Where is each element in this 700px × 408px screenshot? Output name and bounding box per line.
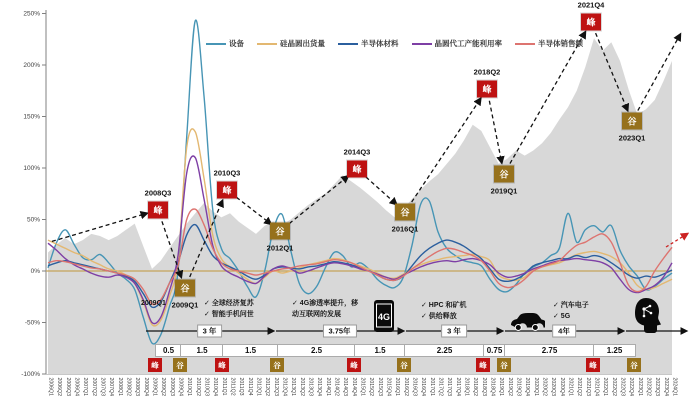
cycle-marker-label-2016Q1: 2016Q1 [391,224,419,234]
x-tick-2018Q3: 2018Q3 [480,377,487,396]
mini-marker-peak-2008Q3: 峰 [148,358,162,372]
car-icon [509,312,545,332]
cycle-marker-peak-2018Q2: 峰 [477,81,497,98]
legend-label-semi-sales: 半导体销售额 [538,39,583,48]
cycle-marker-peak-2010Q3: 峰 [217,182,237,199]
x-tick-2007Q3: 2007Q3 [99,377,106,396]
interval-years-6: 0.75 [483,344,506,357]
x-tick-2023Q1: 2023Q1 [636,377,643,396]
x-tick-2008Q4: 2008Q4 [142,377,149,396]
4g-phone-icon [372,299,396,333]
mini-marker-peak-2014Q3: 峰 [347,358,361,372]
mini-marker-peak-2010Q3: 峰 [215,358,229,372]
x-tick-2010Q1: 2010Q1 [186,377,193,396]
annotation-hpc [421,301,467,322]
cycle-marker-valley-2019Q1: 谷 [494,166,514,183]
y-tick-200%: 200% [23,62,40,70]
annotation-valley-ref: 2009Q1 [141,300,166,307]
annotation-4g-line2: 动互联网的发展 [292,310,341,318]
x-tick-2020Q3: 2020Q3 [550,377,557,396]
x-tick-2019Q4: 2019Q4 [524,377,531,396]
legend-label-materials: 半导体材料 [361,39,399,48]
x-tick-2007Q4: 2007Q4 [108,377,115,396]
x-tick-2008Q2: 2008Q2 [125,377,132,396]
x-tick-2016Q3: 2016Q3 [411,377,418,396]
x-tick-2011Q3: 2011Q3 [238,377,245,396]
interval-years-0: 0.5 [155,344,182,357]
x-tick-2009Q3: 2009Q3 [168,377,175,396]
x-tick-2010Q2: 2010Q2 [194,377,201,396]
legend-item-wafer-shipments [257,38,325,49]
x-tick-2010Q4: 2010Q4 [212,377,219,396]
interval-years-8: 1.25 [593,344,636,357]
cycle-marker-label-2008Q3: 2008Q3 [144,188,172,198]
y-tick--50%: -50% [24,319,40,327]
x-tick-2018Q2: 2018Q2 [472,377,479,396]
mini-marker-peak-2021Q4: 峰 [586,358,600,372]
legend-label-equipment: 设备 [229,39,244,48]
y-tick-150%: 150% [23,113,40,121]
x-tick-2012Q2: 2012Q2 [264,377,271,396]
annotation-hpc-line2: ✓ 供给释放 [421,312,457,320]
cycle-marker-label-2018Q2: 2018Q2 [473,67,501,77]
y-tick--100%: -100% [21,371,40,379]
mini-marker-valley-2019Q1: 谷 [497,358,511,372]
timeline-duration-label-1: 3.75年 [322,325,356,338]
x-tick-2010Q3: 2010Q3 [203,377,210,396]
legend-label-wafer-shipments: 硅晶圆出货量 [280,39,325,48]
legend-item-materials [338,38,399,49]
legend-item-equipment [206,38,244,49]
x-tick-2024Q1: 2024Q1 [671,377,678,396]
annotation-auto-5g-line1: ✓ 汽车电子 [553,302,589,309]
x-tick-2020Q2: 2020Q2 [541,377,548,396]
cycle-marker-label-2010Q3: 2010Q3 [213,168,241,178]
mini-marker-peak-2018Q2: 峰 [476,358,490,372]
annotation-auto-5g [553,301,589,322]
cycle-marker-valley-2009Q1: 谷 [175,280,195,297]
y-tick-100%: 100% [23,165,40,173]
interval-years-3: 2.5 [277,344,356,357]
x-tick-2019Q2: 2019Q2 [506,377,513,396]
x-tick-2014Q4: 2014Q4 [350,377,357,396]
legend-item-semi-sales [515,38,583,49]
x-tick-2007Q2: 2007Q2 [90,377,97,396]
cycle-marker-label-2012Q1: 2012Q1 [266,243,294,253]
x-tick-2013Q3: 2013Q3 [307,377,314,396]
cycle-marker-valley-2023Q1: 谷 [622,113,642,130]
mini-marker-valley-2012Q1: 谷 [270,358,284,372]
x-tick-2009Q2: 2009Q2 [160,377,167,396]
timeline-duration-label-0: 3 年 [197,325,223,338]
x-tick-2012Q1: 2012Q1 [255,377,262,396]
x-tick-2022Q2: 2022Q2 [610,377,617,396]
interval-years-5: 2.25 [404,344,485,357]
x-tick-2016Q4: 2016Q4 [420,377,427,396]
x-tick-2018Q4: 2018Q4 [489,377,496,396]
x-tick-2006Q3: 2006Q3 [64,377,71,396]
interval-years-4: 1.5 [354,344,406,357]
cycle-marker-valley-2016Q1: 谷 [395,204,415,221]
legend-swatch-materials [338,43,358,45]
cycle-marker-peak-2014Q3: 峰 [347,161,367,178]
annotation-4g [292,299,358,320]
mini-marker-valley-2023Q1: 谷 [627,358,641,372]
cycle-marker-label-2019Q1: 2019Q1 [490,186,518,196]
x-tick-2007Q1: 2007Q1 [82,377,89,396]
legend-item-foundry-utilization [412,38,503,49]
x-tick-2016Q1: 2016Q1 [394,377,401,396]
x-tick-2022Q1: 2022Q1 [602,377,609,396]
x-tick-2014Q1: 2014Q1 [324,377,331,396]
ai-head-icon [631,297,663,333]
x-tick-2015Q2: 2015Q2 [368,377,375,396]
cycle-marker-label-2014Q3: 2014Q3 [343,147,371,157]
cycle-marker-label-2023Q1: 2023Q1 [618,133,646,143]
x-tick-2013Q2: 2013Q2 [298,377,305,396]
x-tick-2006Q2: 2006Q2 [56,377,63,396]
x-tick-2019Q1: 2019Q1 [498,377,505,396]
x-tick-2013Q1: 2013Q1 [290,377,297,396]
cycle-marker-label-2009Q1: 2009Q1 [171,300,199,310]
x-tick-2020Q4: 2020Q4 [558,377,565,396]
svg-text:4G: 4G [377,312,391,322]
interval-years-1: 1.5 [180,344,224,357]
x-tick-2008Q1: 2008Q1 [116,377,123,396]
interval-years-2: 1.5 [222,344,279,357]
annotation-auto-5g-line2: ✓ 5G [553,312,571,320]
x-tick-2022Q4: 2022Q4 [628,377,635,396]
y-tick-250%: 250% [23,10,40,18]
annotation-recovery-line2: ✓ 智能手机问世 [204,310,254,318]
x-tick-2012Q3: 2012Q3 [272,377,279,396]
legend-swatch-foundry-utilization [412,43,432,45]
x-tick-2008Q3: 2008Q3 [134,377,141,396]
cycle-marker-label-2021Q4: 2021Q4 [577,0,605,10]
y-tick-50%: 50% [26,216,40,224]
annotation-4g-line1: ✓ 4G渗透率提升，移 [292,300,359,307]
x-tick-2011Q1: 2011Q1 [220,377,227,396]
annotation-hpc-line1: ✓ HPC 和矿机 [421,302,467,309]
timeline-duration-label-3: 4年 [552,325,576,338]
x-tick-2017Q1: 2017Q1 [428,377,435,396]
timeline-duration-label-2: 3 年 [441,325,467,338]
x-tick-2009Q4: 2009Q4 [177,377,184,396]
x-tick-2015Q3: 2015Q3 [376,377,383,396]
x-tick-2006Q4: 2006Q4 [73,377,80,396]
x-tick-2023Q3: 2023Q3 [654,377,661,396]
interval-years-7: 2.75 [504,344,595,357]
mini-marker-valley-2009Q1: 谷 [173,358,187,372]
x-tick-2017Q3: 2017Q3 [446,377,453,396]
x-tick-2023Q4: 2023Q4 [662,377,669,396]
x-tick-2022Q3: 2022Q3 [619,377,626,396]
cycle-marker-peak-2008Q3: 峰 [148,202,168,219]
legend-swatch-wafer-shipments [257,43,277,45]
x-tick-2020Q1: 2020Q1 [532,377,539,396]
annotation-recovery-line1: ✓ 全球经济复苏 [204,300,254,307]
x-tick-2012Q4: 2012Q4 [281,377,288,396]
x-tick-2021Q2: 2021Q2 [576,377,583,396]
x-tick-2015Q1: 2015Q1 [359,377,366,396]
x-tick-2021Q3: 2021Q3 [584,377,591,396]
x-tick-2017Q4: 2017Q4 [454,377,461,396]
x-tick-2021Q1: 2021Q1 [567,377,574,396]
chart-legend [206,38,583,49]
cycle-index-area [48,38,672,374]
x-tick-2016Q2: 2016Q2 [402,377,409,396]
x-tick-2013Q4: 2013Q4 [316,377,323,396]
x-tick-2021Q4: 2021Q4 [593,377,600,396]
cycle-marker-valley-2012Q1: 谷 [270,223,290,240]
x-tick-2009Q1: 2009Q1 [151,377,158,396]
x-tick-2023Q2: 2023Q2 [645,377,652,396]
x-tick-2018Q1: 2018Q1 [463,377,470,396]
legend-label-foundry-utilization: 晶圆代工产能利用率 [434,39,502,48]
legend-swatch-semi-sales [515,43,535,45]
x-tick-2019Q3: 2019Q3 [515,377,522,396]
x-tick-2011Q2: 2011Q2 [229,377,236,396]
x-tick-2014Q2: 2014Q2 [333,377,340,396]
mini-marker-valley-2016Q1: 谷 [397,358,411,372]
x-tick-2014Q3: 2014Q3 [342,377,349,396]
x-tick-2006Q1: 2006Q1 [47,377,54,396]
x-tick-2017Q2: 2017Q2 [437,377,444,396]
x-tick-2015Q4: 2015Q4 [385,377,392,396]
y-tick-0%: 0% [30,268,40,276]
annotation-recovery [204,299,254,320]
legend-swatch-equipment [206,43,226,45]
cycle-marker-peak-2021Q4: 峰 [581,14,601,31]
x-tick-2011Q4: 2011Q4 [246,377,253,396]
